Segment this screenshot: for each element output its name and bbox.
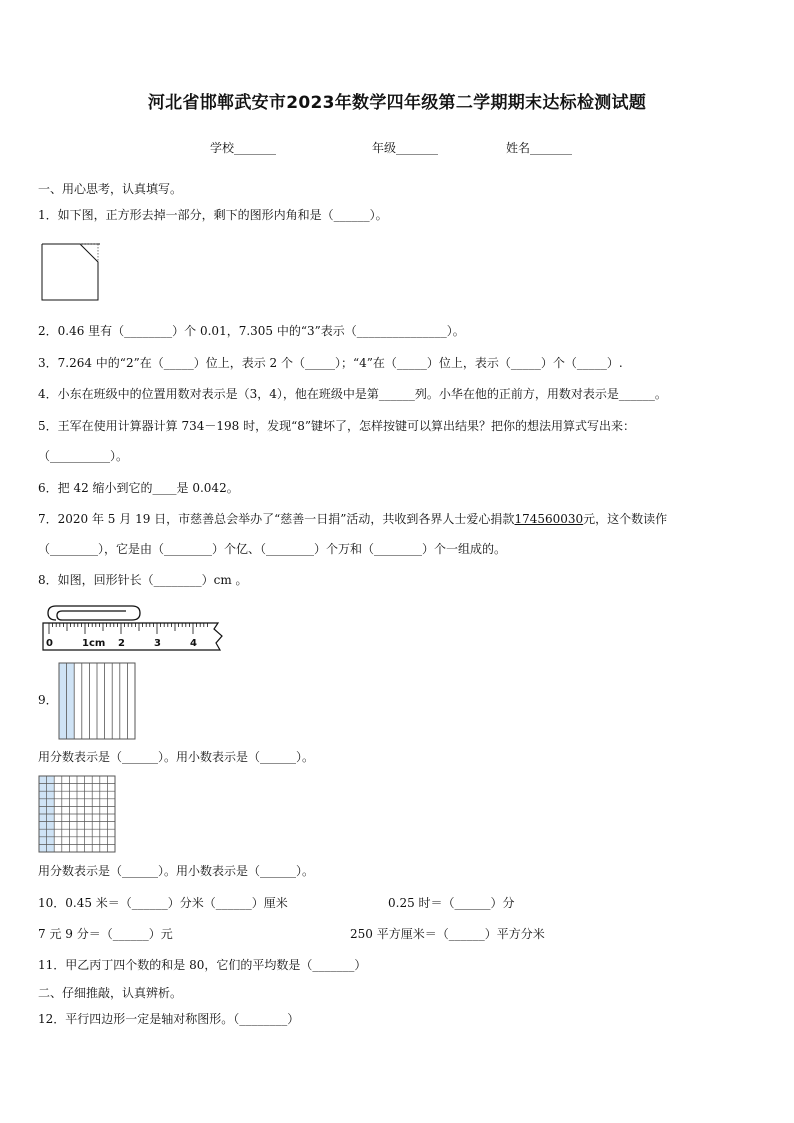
question-12: 12．平行四边形一定是轴对称图形。（________） bbox=[38, 1012, 300, 1026]
section-2-heading: 二、仔细推敲，认真辨析。 bbox=[38, 986, 183, 1000]
question-10-b: 0.25 时＝（______）分 bbox=[388, 896, 515, 910]
paperclip-ruler-figure bbox=[40, 600, 226, 656]
ruler-label-1cm: 1cm bbox=[82, 638, 106, 649]
question-10-d: 250 平方厘米＝（______）平方分米 bbox=[350, 927, 545, 941]
question-4: 4．小东在班级中的位置用数对表示是（3，4），他在班级中是第______列。小华在他的正前方，用数对表示是______。 bbox=[38, 387, 667, 401]
cut-square-figure bbox=[40, 242, 100, 302]
question-9-answer-b: 用分数表示是（______）。用小数表示是（______）。 bbox=[38, 864, 315, 878]
question-7 bbox=[38, 511, 667, 527]
question-9-answer-a: 用分数表示是（______）。用小数表示是（______）。 bbox=[38, 750, 315, 764]
question-10-c: 7 元 9 分＝（______）元 bbox=[38, 927, 173, 941]
question-11: 11．甲乙丙丁四个数的和是 80，它们的平均数是（_______） bbox=[38, 958, 367, 972]
section-1-heading: 一、用心思考，认真填写。 bbox=[38, 182, 183, 196]
donation-amount: 174560030 bbox=[514, 512, 584, 526]
ruler-label-0: 0 bbox=[46, 638, 53, 649]
paperclip-icon bbox=[48, 606, 140, 620]
ruler-label-4: 4 bbox=[190, 638, 197, 649]
question-2: 2．0.46 里有（________）个 0.01，7.305 中的“3”表示（_______________）。 bbox=[38, 324, 465, 338]
question-5: 5．王军在使用计算器计算 734－198 时，发现“8”键坏了，怎样按键可以算出结果？把你的想法用算式写出来： bbox=[38, 419, 635, 433]
question-10-a: 10．0.45 米＝（______）分米（______）厘米 bbox=[38, 896, 288, 910]
question-1: 1．如下图，正方形去掉一部分，剩下的图形内角和是（______）。 bbox=[38, 208, 388, 222]
question-7-line2: （________），它是由（________）个亿、（________）个万和（________）个一组成的。 bbox=[38, 542, 507, 556]
question-5-answer: （__________）。 bbox=[38, 449, 129, 463]
question-3: 3．7.264 中的“2”在（_____）位上，表示 2 个（_____）；“4”在（_____）位上，表示（_____）个（_____）. bbox=[38, 356, 623, 370]
hundred-grid-figure bbox=[38, 775, 116, 853]
strip-grid-figure bbox=[58, 662, 136, 740]
page-title: 河北省邯郸武安市2023年数学四年级第二学期期末达标检测试题 bbox=[147, 93, 647, 113]
question-6: 6．把 42 缩小到它的____是 0.042。 bbox=[38, 481, 239, 495]
question-7-part1: 7．2020 年 5 月 19 日，市慈善总会举办了“慈善一日捐”活动，共收到各界人士爱心捐款 bbox=[38, 512, 515, 526]
question-9-number: 9． bbox=[38, 693, 58, 707]
ruler-label-3: 3 bbox=[154, 638, 161, 649]
question-7-part2: 元，这个数读作 bbox=[583, 512, 668, 526]
ruler-label-2: 2 bbox=[118, 638, 125, 649]
name-field: 姓名_______ bbox=[506, 141, 573, 155]
question-8: 8．如图，回形针长（________）cm 。 bbox=[38, 573, 248, 587]
school-field: 学校_______ bbox=[210, 141, 277, 155]
grade-field: 年级_______ bbox=[372, 141, 439, 155]
